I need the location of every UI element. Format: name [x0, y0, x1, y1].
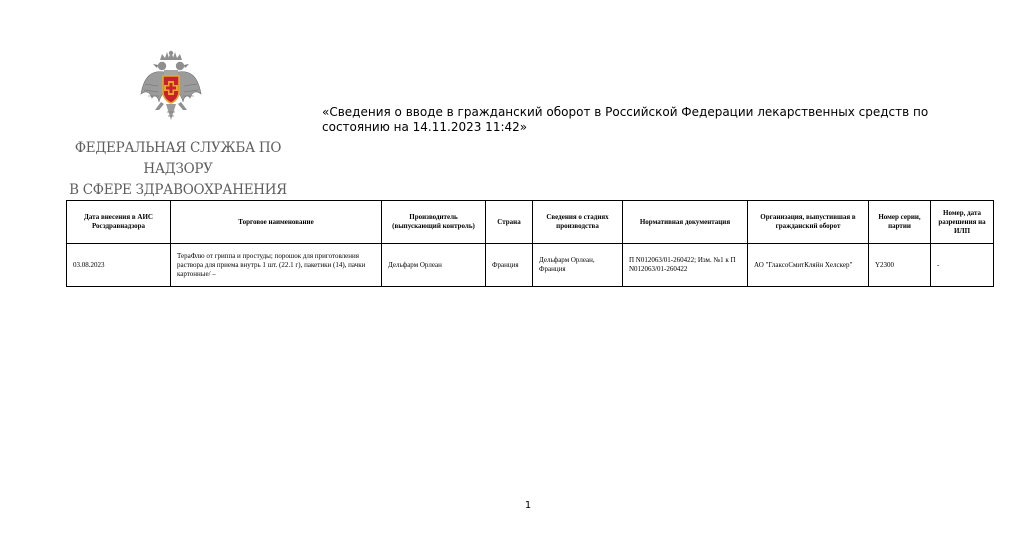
- document-title: «Сведения о вводе в гражданский оборот в Российской Федерации лекарственных средств по состоянию на 14.11.2023 11:42»: [322, 105, 929, 134]
- header-date: Дата внесения в АИС Росздравнадзора: [67, 201, 171, 244]
- page-number: 1: [524, 500, 532, 511]
- cell-manufacturer: Дельфарм Орлеан: [382, 244, 486, 287]
- org-name-line2: В СФЕРЕ ЗДРАВООХРАНЕНИЯ: [69, 182, 287, 198]
- header-country: Страна: [486, 201, 533, 244]
- org-name: [58, 138, 298, 201]
- logo-block: [58, 50, 298, 198]
- cell-batch-number: Y2300: [869, 244, 931, 287]
- org-name-line1: ФЕДЕРАЛЬНАЯ СЛУЖБА ПО НАДЗОРУ: [74, 140, 282, 177]
- cell-production-stages: Дельфарм Орлеан, Франция: [533, 244, 623, 287]
- medicines-table: [66, 200, 994, 287]
- header-production-stages: Сведения о стадиях производства: [533, 201, 623, 244]
- header-trade-name: Торговое наименование: [171, 201, 382, 244]
- cell-permit: -: [931, 244, 994, 287]
- cell-country: Франция: [486, 244, 533, 287]
- header-manufacturer: Производитель (выпускающий контроль): [382, 201, 486, 244]
- header-regulatory-docs: Нормативная документация: [623, 201, 748, 244]
- cell-trade-name: ТераФлю от гриппа и простуды; порошок для приготовления раствора для приема внутрь 1 шт. (22.1 г), пакетики (14), пачки картонные/ –: [171, 244, 382, 287]
- cell-organization: АО "ГлаксоСмитКляйн Хелскер": [748, 244, 869, 287]
- cell-regulatory-docs: П N012063/01-260422; Изм. №1 к П N012063/01-260422: [623, 244, 748, 287]
- header-organization: Организация, выпустившая в гражданский оборот: [748, 201, 869, 244]
- header-batch-number: Номер серии, партии: [869, 201, 931, 244]
- cell-date: 03.08.2023: [67, 244, 171, 287]
- table-header-row: [67, 201, 994, 244]
- double-headed-eagle-emblem-icon: [140, 50, 202, 130]
- table-row: [67, 244, 994, 287]
- header-permit: Номер, дата разрешения на ИЛП: [931, 201, 994, 244]
